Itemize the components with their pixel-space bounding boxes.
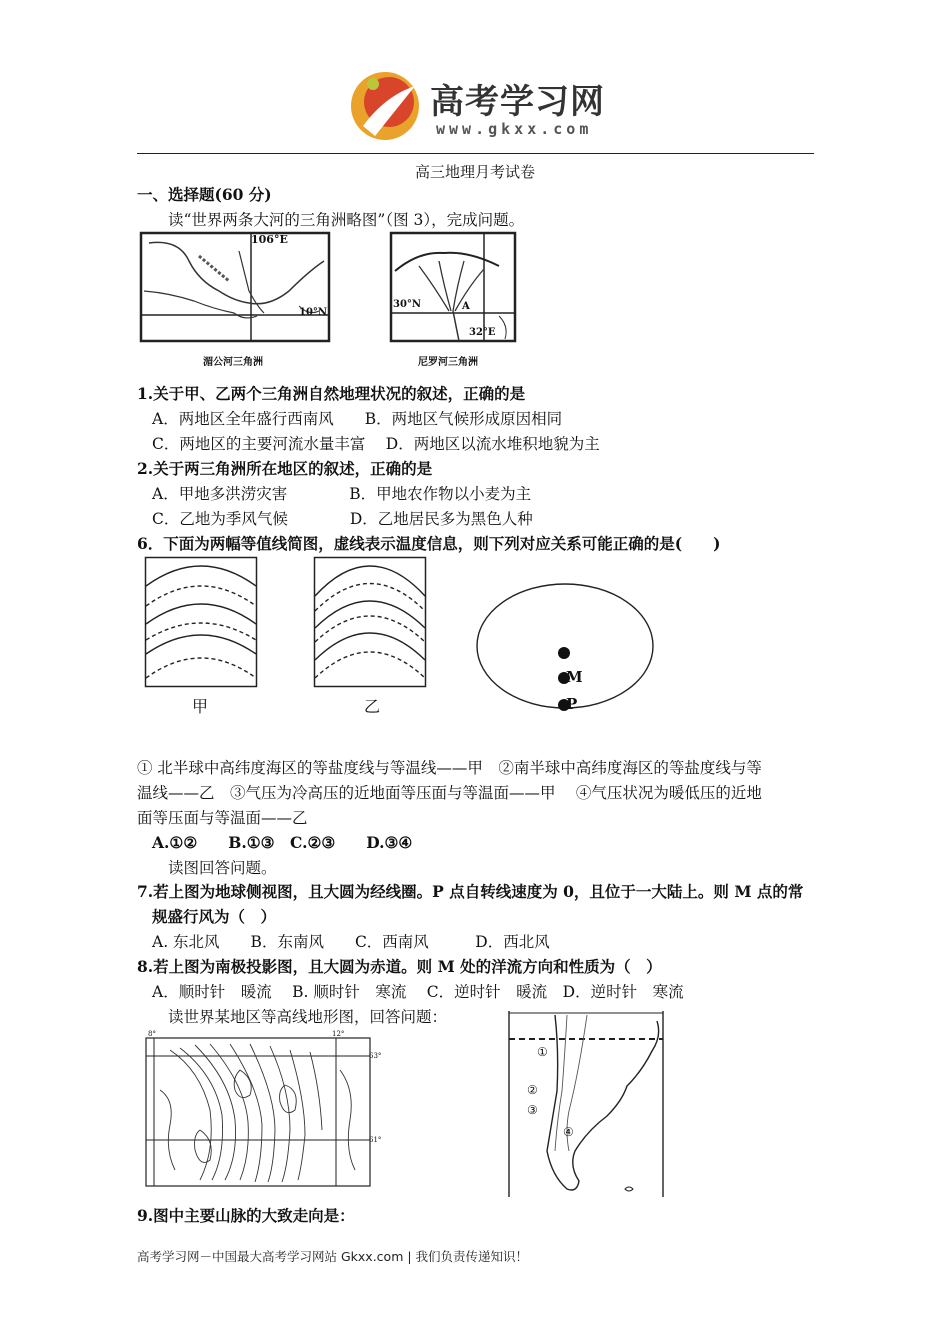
page-title: 高三地理月考试卷 — [414, 163, 535, 181]
samerica-mark-4: ④ — [563, 1125, 574, 1139]
q7-stem-line1: 7.若上图为地球侧视图，且大圆为经线圈。P 点自转线速度为 0，且位于一大陆上。则 M 点的常 — [137, 882, 804, 901]
samerica-mark-3: ③ — [527, 1103, 538, 1117]
q6-options: A.①② B.①③ C.②③ D.③④ — [152, 833, 413, 852]
nile-delta-map — [389, 231, 517, 343]
q2-options-ab: A．甲地多洪涝灾害 B．甲地农作物以小麦为主 — [152, 485, 532, 503]
topo-lat-bottom: 61° — [369, 1136, 382, 1144]
q7-stem-line2: 规盛行风为（ ） — [152, 907, 277, 926]
q9-stem: 9.图中主要山脉的大致走向是： — [137, 1206, 355, 1225]
q6-statement-line1: ① 北半球中高纬度海区的等盐度线与等温线——甲 ②南半球中高纬度海区的等盐度线与等 — [137, 759, 762, 777]
q6-stem: 6．下面为两幅等值线简图，虚线表示温度信息，则下列对应关系可能正确的是( ) — [137, 534, 721, 553]
topo-lon-left: 8° — [148, 1030, 156, 1038]
intro-q9: 读世界某地区等高线地形图，回答问题： — [168, 1008, 448, 1026]
intro-text: 读“世界两条大河的三角洲略图”（图 3），完成问题。 — [168, 211, 525, 229]
isoline-figure-a — [144, 556, 258, 688]
point-m-label: M — [566, 668, 583, 686]
topo-lat-top: 63° — [369, 1052, 382, 1060]
map2-caption: 尼罗河三角洲 — [418, 357, 478, 368]
mekong-delta-map — [139, 231, 331, 343]
map1-lat-label: 10°N — [299, 307, 328, 318]
contour-topo-map — [140, 1030, 380, 1190]
logo-url: www.gkxx.com — [436, 120, 593, 138]
q2-stem: 2.关于两三角洲所在地区的叙述，正确的是 — [137, 459, 433, 478]
q1-options-cd: C．两地区的主要河流水量丰富 D．两地区以流水堆积地貌为主 — [152, 435, 600, 453]
samerica-mark-1: ① — [537, 1045, 548, 1059]
q8-options: A．顺时针 暖流 B. 顺时针 寒流 C．逆时针 暖流 D．逆时针 寒流 — [152, 983, 684, 1001]
figure-a-label: 甲 — [192, 697, 209, 716]
point-dot-top — [558, 647, 570, 659]
map1-caption: 湄公河三角洲 — [203, 357, 263, 368]
section-heading: 一、选择题(60 分) — [137, 185, 272, 204]
map2-lat-label: 30°N — [393, 299, 422, 310]
logo-text: 高考学习网 — [430, 82, 605, 122]
samerica-mark-2: ② — [527, 1083, 538, 1097]
q8-stem: 8.若上图为南极投影图，且大圆为赤道。则 M 处的洋流方向和性质为（ ） — [137, 957, 662, 976]
map2-lon-label: 32°E — [469, 327, 496, 338]
map1-lon-label: 106°E — [251, 233, 288, 246]
topo-lon-right: 12° — [332, 1030, 345, 1038]
header-rule — [137, 153, 814, 154]
intro-q7: 读图回答问题。 — [168, 859, 277, 877]
figure-b-label: 乙 — [364, 697, 381, 716]
q2-options-cd: C．乙地为季风气候 D．乙地居民多为黑色人种 — [152, 510, 533, 528]
south-america-map — [507, 1011, 667, 1197]
earth-circle-figure — [474, 580, 656, 720]
isoline-figure-b — [313, 556, 427, 688]
page-footer: 高考学习网－中国最大高考学习网站 Gkxx.com | 我们负责传递知识！ — [137, 1249, 529, 1264]
q1-options-ab: A．两地区全年盛行西南风 B．两地区气候形成原因相同 — [152, 410, 563, 428]
q7-options: A. 东北风 B．东南风 C．西南风 D．西北风 — [152, 933, 550, 951]
q6-statement-line2: 温线——乙 ③气压为冷高压的近地面等压面与等温面——甲 ④气压状况为暖低压的近地 — [137, 784, 762, 802]
q1-stem: 1.关于甲、乙两个三角洲自然地理状况的叙述，正确的是 — [137, 384, 526, 403]
point-p-label: P — [566, 695, 578, 713]
map2-point-label: A — [462, 301, 470, 312]
q6-statement-line3: 面等压面与等温面——乙 — [137, 809, 308, 827]
